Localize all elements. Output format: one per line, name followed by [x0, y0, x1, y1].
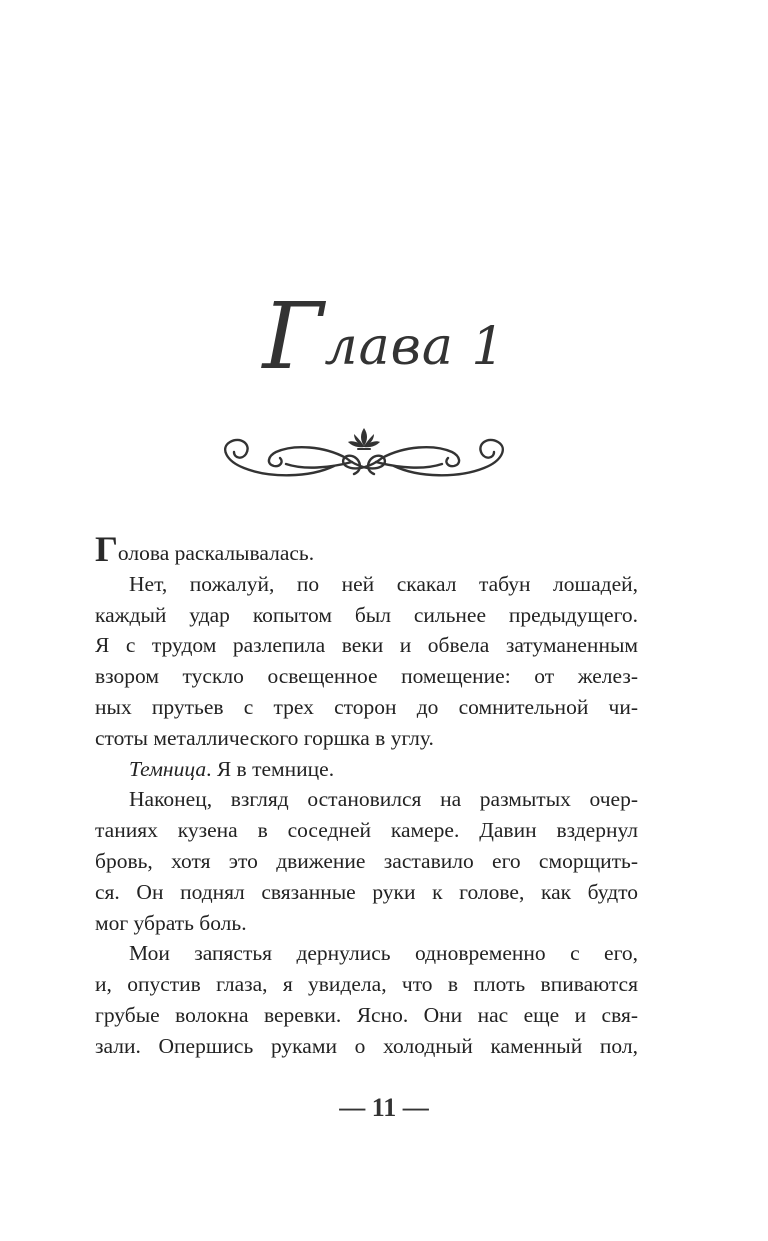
paragraph-line: Мои запястья дернулись одновременно с его, [129, 941, 638, 966]
paragraph-1 [95, 529, 638, 569]
paragraph-line [95, 529, 638, 569]
chapter-body [95, 529, 638, 1062]
paragraph-line: грубые волокна веревки. Ясно. Они нас еще и свя- [95, 1002, 638, 1027]
paragraph-4 [95, 784, 638, 938]
paragraph-5 [95, 938, 638, 1061]
line-text: . Я в темнице. [206, 756, 335, 781]
paragraph-line: взором тускло освещенное помещение: от желез- [95, 664, 638, 689]
paragraph-line: таниях кузена в соседней камере. Давин вздернул [95, 818, 638, 843]
paragraph-line: ных прутьев с трех сторон до сомнительной чи- [95, 694, 638, 719]
chapter-title-rest: лава 1 [324, 317, 506, 377]
paragraph-line: мог убрать боль. [95, 910, 247, 935]
chapter-title-initial: Г [262, 283, 325, 390]
drop-cap: Г [95, 529, 118, 569]
paragraph-line: и, опустив глаза, я увидела, что в плоть впиваются [95, 972, 638, 997]
page-number: — 11 — [339, 1093, 429, 1122]
paragraph-line: Я с трудом разлепила веки и обвела затуманенным [95, 633, 638, 658]
italic-emphasis: Темница [129, 756, 207, 781]
line-text: олова раскалывалась. [117, 541, 315, 565]
paragraph-2 [95, 569, 638, 754]
chapter-title [0, 283, 768, 392]
paragraph-line: каждый удар копытом был сильнее предыдущего. [95, 602, 638, 627]
paragraph-line [95, 754, 638, 785]
paragraph-3 [95, 754, 638, 785]
paragraph-line: стоты металлического горшка в углу. [95, 725, 434, 750]
paragraph-line: Наконец, взгляд остановился на размытых очер- [129, 787, 638, 812]
flourish-divider-icon [214, 422, 514, 488]
paragraph-line: бровь, хотя это движение заставило его сморщить- [95, 848, 638, 873]
paragraph-line: ся. Он поднял связанные руки к голове, как будто [95, 879, 638, 904]
paragraph-line: Нет, пожалуй, по ней скакал табун лошадей, [129, 571, 638, 596]
paragraph-line: зали. Опершись руками о холодный каменный пол, [95, 1033, 638, 1058]
